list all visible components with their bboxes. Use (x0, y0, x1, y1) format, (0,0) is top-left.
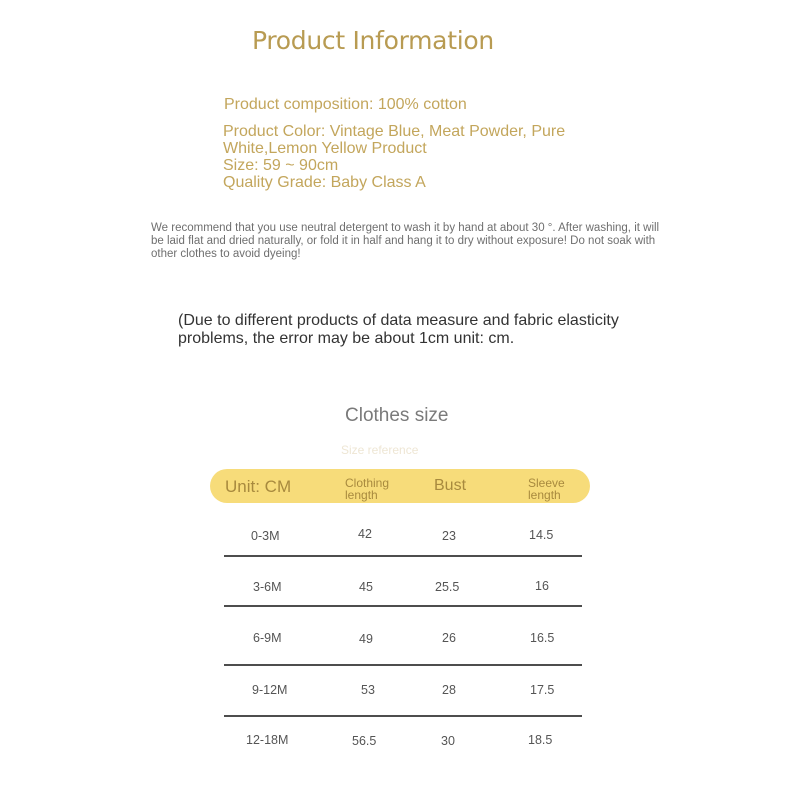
row-5-bust: 30 (441, 734, 455, 748)
page-title: Product Information (252, 26, 494, 55)
row-4-length: 53 (361, 683, 375, 697)
size-section-subtitle: Size reference (341, 443, 419, 457)
row-2-bust: 25.5 (435, 580, 460, 594)
row-1-bust: 23 (442, 529, 456, 543)
measure-note: (Due to different products of data measure and fabric elasticity problems, the error may be about 1cm unit: cm. (178, 312, 619, 347)
row-divider (224, 605, 582, 607)
product-composition: Product composition: 100% cotton (224, 96, 467, 113)
row-1-size: 0-3M (251, 529, 280, 543)
product-size: Size: 59 ~ 90cm (223, 157, 339, 174)
row-5-length: 56.5 (352, 734, 377, 748)
header-bust: Bust (434, 477, 467, 494)
row-2-length: 45 (359, 580, 373, 594)
product-color-line-1: Product Color: Vintage Blue, Meat Powder, Pure (223, 123, 566, 140)
row-3-bust: 26 (442, 631, 456, 645)
row-1-length: 42 (358, 527, 372, 541)
row-3-length: 49 (359, 632, 373, 646)
row-3-size: 6-9M (253, 631, 282, 645)
row-3-sleeve: 16.5 (530, 631, 555, 645)
header-sleeve-length: Sleeve length (528, 476, 565, 502)
row-5-size: 12-18M (246, 733, 289, 747)
product-details (223, 123, 603, 191)
row-4-size: 9-12M (252, 683, 288, 697)
wash-instructions: We recommend that you use neutral detergent to wash it by hand at about 30 °. After washing, it will be laid flat and dried naturally, or fold it in half and hang it to dry without exposure! Do not soak with other clothes to avoid dyeing! (151, 222, 660, 260)
row-5-sleeve: 18.5 (528, 733, 553, 747)
header-unit: Unit: CM (225, 477, 292, 496)
product-color-line-2: White,Lemon Yellow Product (223, 140, 427, 157)
row-4-sleeve: 17.5 (530, 683, 555, 697)
row-2-sleeve: 16 (535, 579, 549, 593)
row-2-size: 3-6M (253, 580, 282, 594)
quality-grade: Quality Grade: Baby Class A (223, 174, 426, 191)
row-divider (224, 555, 582, 557)
row-4-bust: 28 (442, 683, 456, 697)
row-divider (224, 715, 582, 717)
header-clothing-length: Clothing length (345, 476, 390, 502)
row-divider (224, 664, 582, 666)
row-1-sleeve: 14.5 (529, 528, 554, 542)
size-section-title: Clothes size (345, 405, 449, 426)
